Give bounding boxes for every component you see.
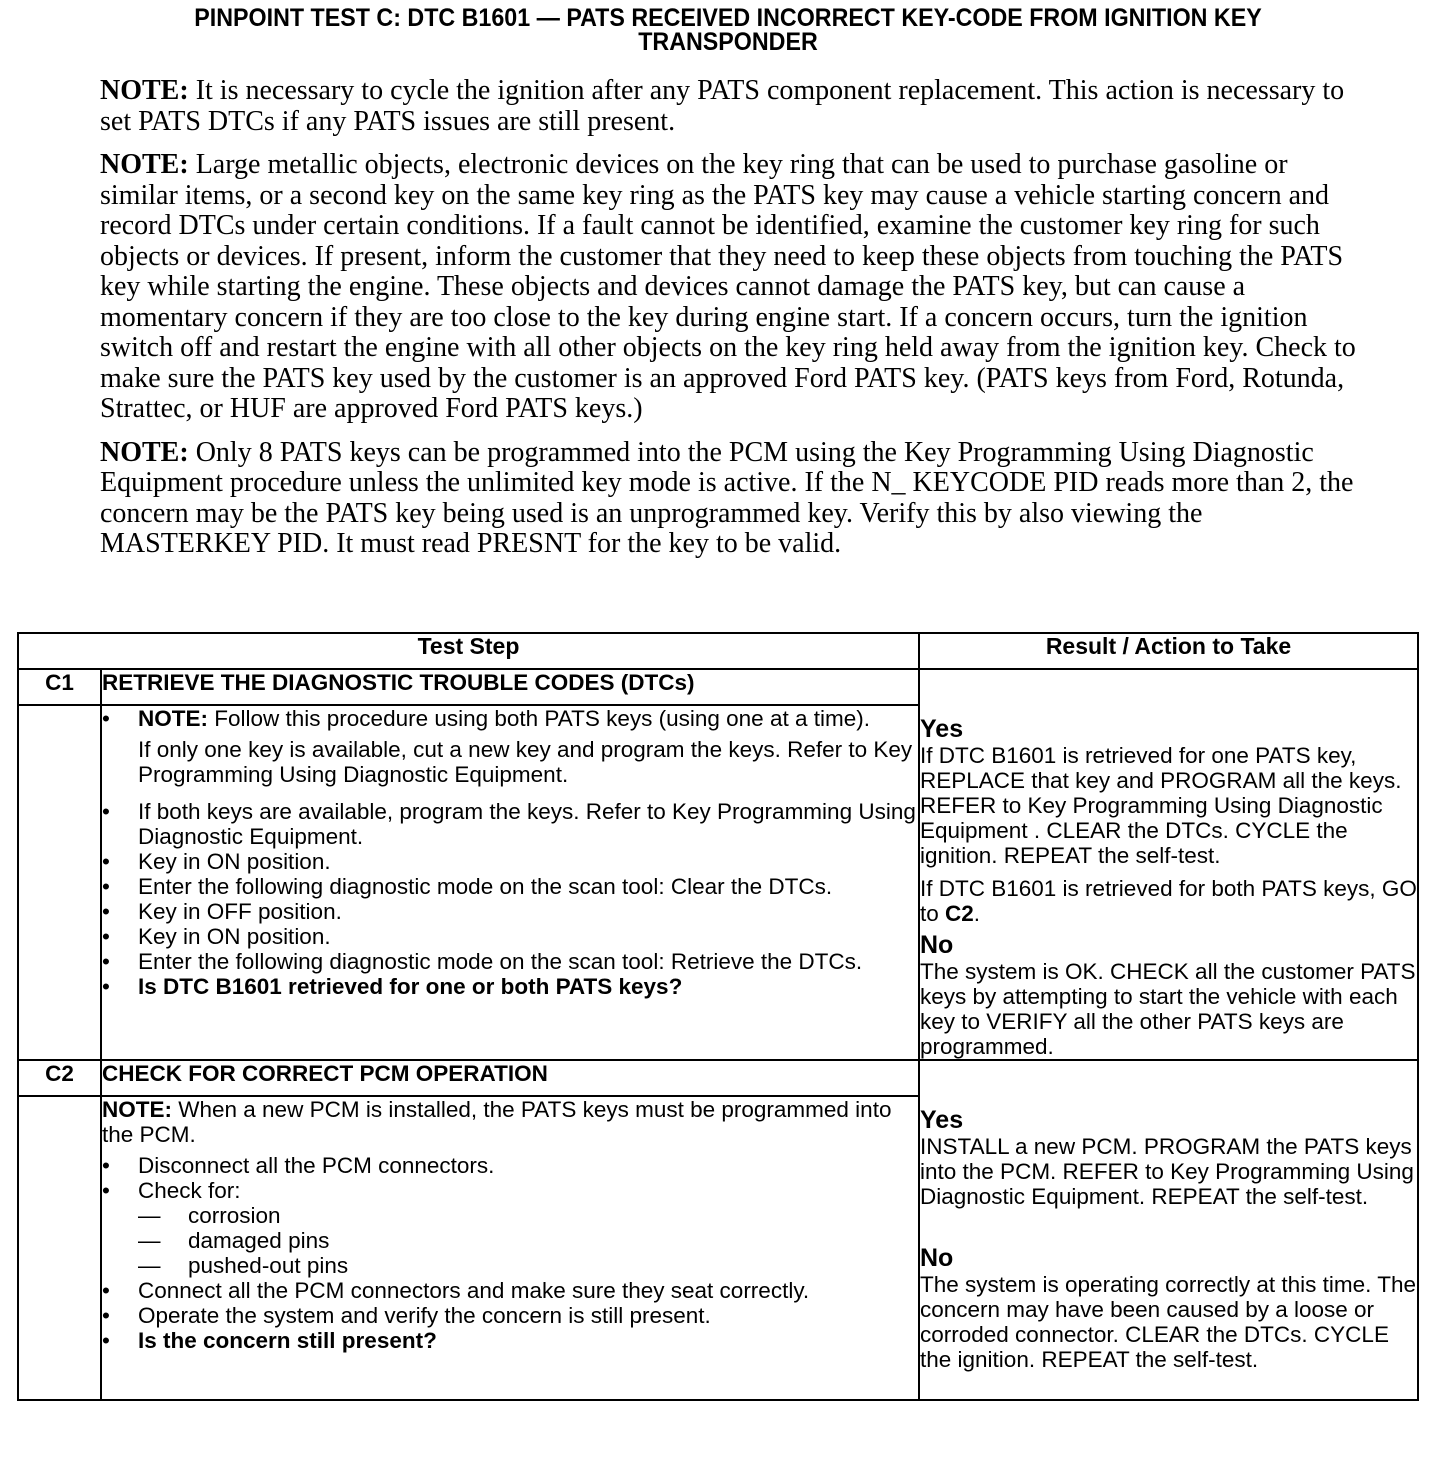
- pinpoint-test-table: [17, 632, 1419, 1401]
- c2-yes-label: Yes: [920, 1106, 964, 1134]
- note-label: NOTE:: [100, 436, 189, 468]
- c2-check-item: — damaged pins: [138, 1228, 918, 1253]
- col-header-result: Result / Action to Take: [919, 633, 1418, 669]
- step-c1-id-spacer: [18, 705, 101, 1060]
- c2-step-item: • Operate the system and verify the concern is still present.: [102, 1303, 918, 1328]
- note-3: [100, 438, 1360, 560]
- c1-step-item: • Key in OFF position.: [102, 899, 918, 924]
- title-line-1: PINPOINT TEST C: DTC B1601 — PATS RECEIVED INCORRECT KEY-CODE FROM IGNITION KEY: [194, 4, 1262, 32]
- table-header-row: [18, 633, 1418, 669]
- step-c1-body: [101, 705, 919, 1060]
- c2-yes-text: INSTALL a new PCM. PROGRAM the PATS keys into the PCM. REFER to Key Programming Using Diagnostic Equipment. REPEAT the self-test.: [920, 1134, 1414, 1209]
- note-label: NOTE:: [100, 149, 189, 180]
- c2-no-text: The system is operating correctly at this time. The concern may have been caused by a loose or corroded connector. CLEAR the DTCs. CYCLE the ignition. REPEAT the self-test.: [920, 1272, 1417, 1372]
- c1-step-item: • Key in ON position.: [102, 849, 918, 874]
- note-label: NOTE:: [100, 75, 189, 106]
- title-line-2: TRANSPONDER: [638, 28, 818, 56]
- step-c2-name: CHECK FOR CORRECT PCM OPERATION: [101, 1060, 919, 1096]
- c2-step-item: • Connect all the PCM connectors and make sure they seat correctly.: [102, 1278, 918, 1303]
- c1-step-item: • Enter the following diagnostic mode on the scan tool: Clear the DTCs.: [102, 874, 918, 899]
- step-c1-id: C1: [18, 669, 101, 705]
- c2-check-list: [138, 1203, 918, 1278]
- c1-yes-text-2: If DTC B1601 is retrieved for both PATS keys, GO to C2.: [920, 876, 1417, 926]
- c1-yes-text-1: If DTC B1601 is retrieved for one PATS key, REPLACE that key and PROGRAM all the keys. REFER to Key Programming Using Diagnostic Equipment . CLEAR the DTCs. CYCLE the ignition. REPEAT the self-test.: [920, 743, 1402, 868]
- step-c2-body: [101, 1096, 919, 1400]
- c1-step-item: • If both keys are available, program the keys. Refer to Key Programming Using Diagnostic Equipment.: [102, 799, 918, 849]
- step-c2-result: [919, 1060, 1418, 1400]
- step-c2-title-row: [18, 1060, 1418, 1096]
- c1-bullet-list: [102, 706, 918, 731]
- c1-no-label: No: [920, 931, 954, 959]
- c2-step-item: • Check for: — corrosion — damaged pins — pushed-out pins: [102, 1178, 918, 1278]
- c1-step-item: • Enter the following diagnostic mode on the scan tool: Retrieve the DTCs.: [102, 949, 918, 974]
- note-2: [100, 150, 1360, 425]
- c1-goto-c2-link[interactable]: C2: [945, 901, 974, 926]
- note-text: It is necessary to cycle the ignition after any PATS component replacement. This action is necessary to set PATS DTCs if any PATS issues are still present.: [100, 75, 1345, 137]
- col-header-test-step: Test Step: [18, 633, 919, 669]
- page-title: [51, 6, 1405, 54]
- step-c2-id-spacer: [18, 1096, 101, 1400]
- c2-step-item: • Disconnect all the PCM connectors.: [102, 1153, 918, 1178]
- step-c1-name: RETRIEVE THE DIAGNOSTIC TROUBLE CODES (DTCs): [101, 669, 919, 705]
- c1-note-sub: If only one key is available, cut a new key and program the keys. Refer to Key Programming Using Diagnostic Equipment.: [138, 737, 913, 787]
- c1-question: • Is DTC B1601 retrieved for one or both PATS keys?: [102, 974, 918, 999]
- c2-check-item: — pushed-out pins: [138, 1253, 918, 1278]
- note-1: [100, 76, 1360, 137]
- step-c2-id: C2: [18, 1060, 101, 1096]
- c2-check-item: — corrosion: [138, 1203, 918, 1228]
- note-text: Only 8 PATS keys can be programmed into the PCM using the Key Programming Using Diagnostic Equipment procedure unless the unlimited key mode is active. If the N_ KEYCODE PID reads more than 2, the concern may be the PATS key being used is an unprogrammed key. Verify this by also viewing the MASTERKEY PID. It must read PRESNT for the key to be valid.: [100, 436, 1354, 559]
- c1-yes-label: Yes: [920, 715, 964, 743]
- step-c1-title-row: [18, 669, 1418, 705]
- notes-section: [100, 76, 1360, 573]
- note-text: Large metallic objects, electronic devices on the key ring that can be used to purchase gasoline or similar items, or a second key on the same key ring as the PATS key may cause a vehicle starting concern and record DTCs under certain conditions. If a fault cannot be identified, examine the customer key ring for such objects or devices. If present, inform the customer that they need to keep these objects from touching the PATS key while starting the engine. These objects and devices cannot damage the PATS key, but can cause a momentary concern if they are too close to the key during engine start. If a concern occurs, turn the ignition switch off and restart the engine with all other objects on the key ring held away from the ignition key. Check to make sure the PATS key used by the customer is an approved Ford PATS key. (PATS keys from Ford, Rotunda, Strattec, or HUF are approved Ford PATS keys.): [100, 149, 1356, 424]
- c2-question: • Is the concern still present?: [102, 1328, 918, 1353]
- step-c1-result: [919, 669, 1418, 1060]
- c1-step-item: • Key in ON position.: [102, 924, 918, 949]
- c2-note: NOTE: When a new PCM is installed, the PATS keys must be programmed into the PCM.: [102, 1097, 892, 1147]
- c1-note-item: • NOTE: Follow this procedure using both PATS keys (using one at a time).: [102, 706, 918, 731]
- c2-no-label: No: [920, 1244, 954, 1272]
- c1-steps-list: [102, 799, 918, 999]
- c2-steps-list: [102, 1153, 918, 1353]
- c1-no-text: The system is OK. CHECK all the customer PATS keys by attempting to start the vehicle with each key to VERIFY all the other PATS keys are programmed.: [920, 959, 1416, 1059]
